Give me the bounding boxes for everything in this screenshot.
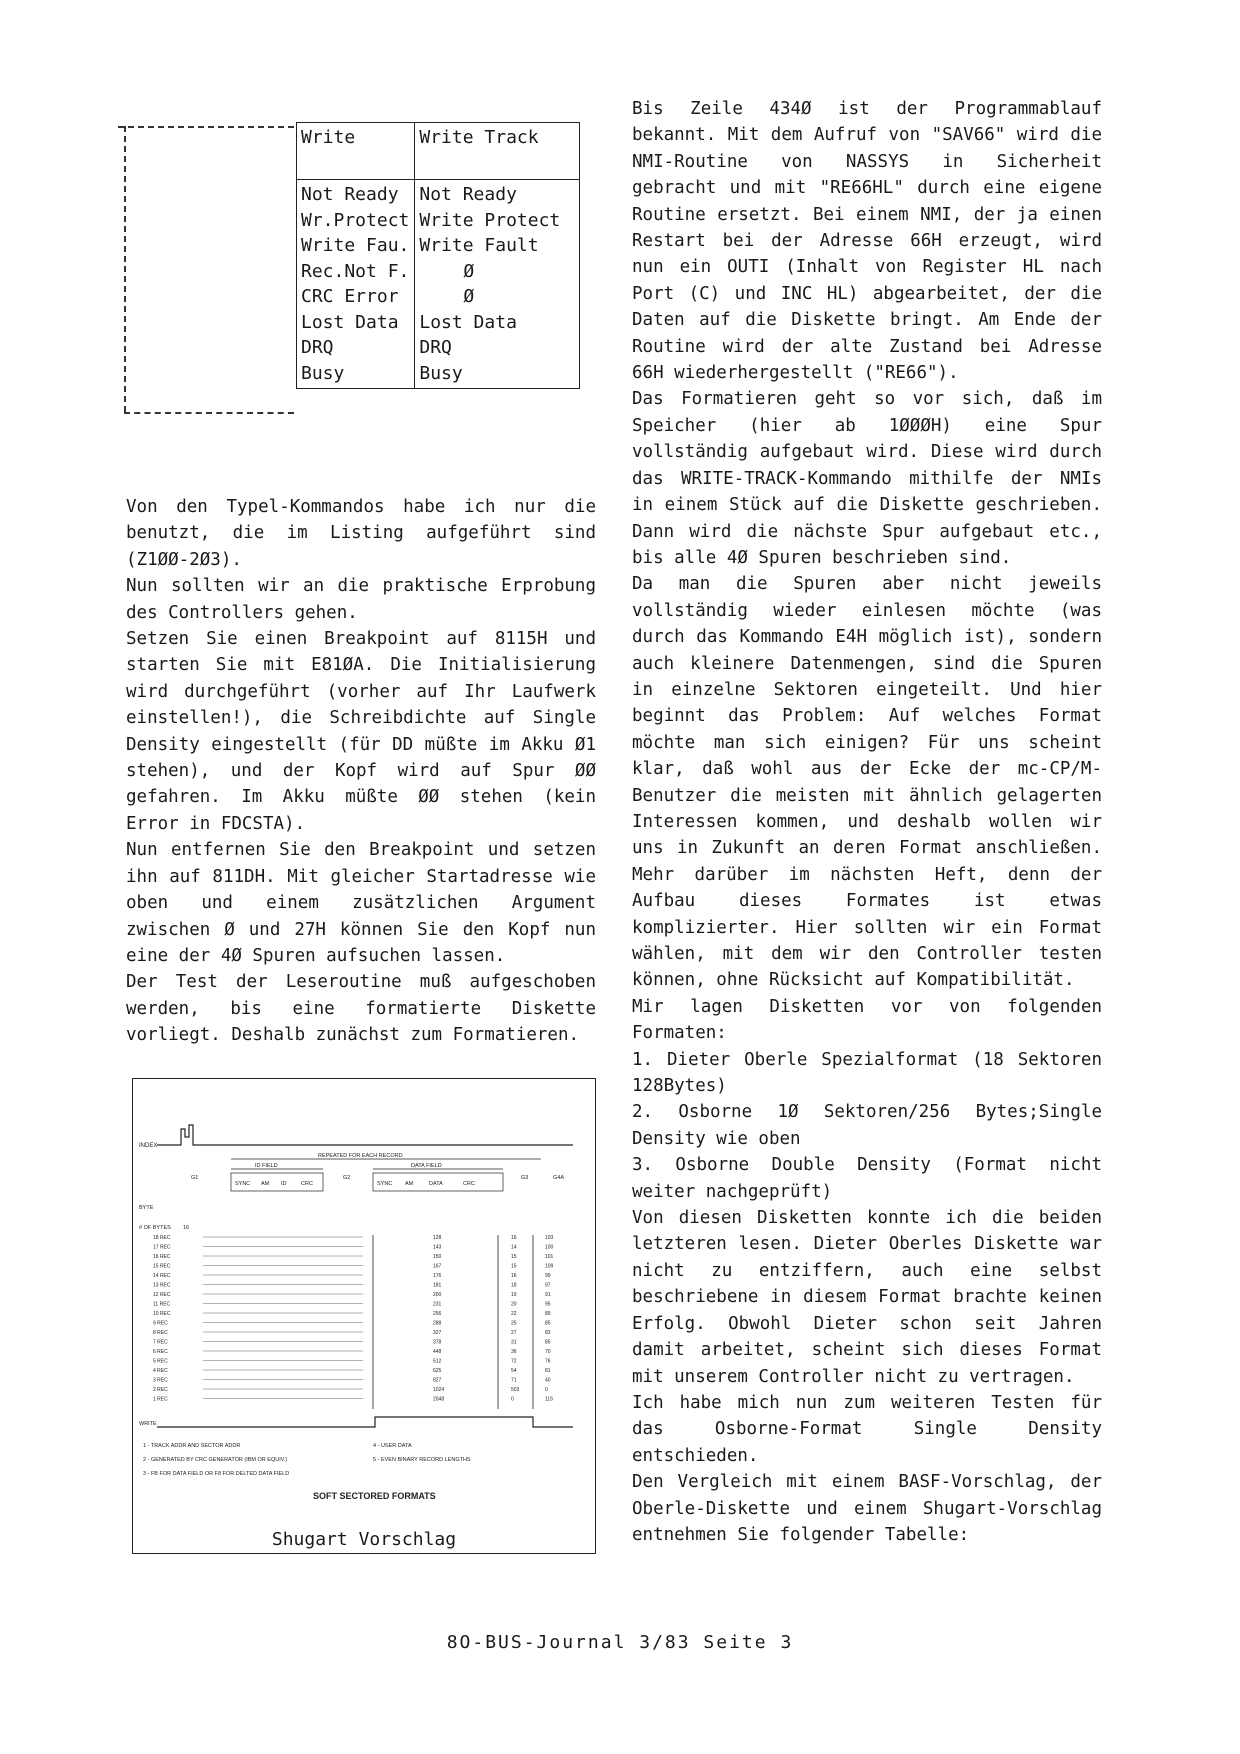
data-length-value: 448 [433, 1349, 442, 1355]
dashed-bracket-left [124, 126, 126, 412]
header-write-track: Write Track [415, 123, 580, 180]
index-pulse-line [157, 1125, 573, 1145]
id-sub-am: AM [261, 1181, 270, 1187]
data-length-value: 1024 [433, 1387, 445, 1393]
table-row [297, 180, 580, 389]
data-length-value: 143 [433, 1244, 442, 1251]
g3-value: 14 [511, 1244, 517, 1251]
paragraph: Setzen Sie einen Breakpoint auf 8115H und starten Sie mit E81ØA. Die Initialisierung wird durchgeführt (vorher auf Ihr Laufwerk einstellen!), die Schreibdichte auf Single Density eingestellt (für DD müßte im Akku Ø1 stehen), und der Kopf wird auf Spur ØØ gefahren. Im Akku müßte ØØ stehen (kein Error in FDCSTA). [126, 629, 596, 834]
g3-value: 503 [511, 1387, 520, 1393]
bytes-row-label: # OF BYTES [139, 1225, 171, 1231]
bytes-g1-value: 16 [183, 1225, 190, 1231]
data-length-value: 231 [433, 1301, 442, 1308]
data-length-value: 128 [433, 1235, 442, 1241]
g3-value: 72 [511, 1358, 517, 1365]
right-text-column [632, 96, 1102, 1548]
status-bit-write-track: Ø [463, 286, 475, 307]
status-bit-write-track: Not Ready [419, 184, 517, 205]
g3-value: 18 [511, 1282, 517, 1289]
g4a-value: 85 [545, 1320, 551, 1327]
id-field-label: ID FIELD [255, 1163, 278, 1169]
g4a-value: 95 [545, 1301, 551, 1308]
rec-label: 14 REC [153, 1273, 171, 1279]
g3-value: 54 [511, 1368, 517, 1374]
id-sub-sync: SYNC [235, 1181, 251, 1187]
g4a-value: 83 [545, 1330, 551, 1336]
g3-value: 20 [511, 1301, 517, 1308]
data-length-value: 256 [433, 1311, 442, 1317]
data-length-value: 327 [433, 1330, 442, 1336]
rec-label: 4 REC [153, 1368, 168, 1374]
data-length-value: 2048 [433, 1396, 445, 1403]
paragraph: Ich habe mich nun zum weiteren Testen für das Osborne-Format Single Density entschieden. [632, 1392, 1102, 1466]
g4a-value: 70 [545, 1349, 551, 1355]
g3-value: 16 [511, 1235, 517, 1241]
status-bit-write: Not Ready [301, 184, 399, 205]
gap-label-g1: G1 [191, 1175, 199, 1181]
data-length-value: 827 [433, 1377, 442, 1384]
rec-label: 2 REC [153, 1387, 168, 1393]
figure-caption: Shugart Vorschlag [271, 1529, 457, 1550]
g4a-value: 91 [545, 1292, 551, 1298]
data-length-value: 200 [433, 1292, 442, 1298]
data-sub-sync: SYNC [377, 1181, 393, 1187]
id-sub-id: ID [281, 1181, 287, 1187]
legend-item: 2 - GENERATED BY CRC GENERATOR (IBM OR EQUIV.) [143, 1457, 288, 1463]
write-label: WRITE [139, 1421, 157, 1427]
gap-label-g4a: G4A [553, 1175, 565, 1181]
list-item: 3. Osborne Double Density (Format nicht weiter nachgeprüft) [632, 1155, 1102, 1202]
paragraph: Da man die Spuren aber nicht jeweils vollständig wieder einlesen möchte (was durch das Kommando E4H möglich ist), sondern auch kleinere Datenmengen, sind die Spuren in einzelne Sektoren eingeteilt. Und hier beginnt das Problem: Auf welches Format möchte man sich einigen? Für uns scheint klar, daß wohl aus der Ecke der mc-CP/M-Benutzer die meisten mit ähnlich gelagerten Interessen kommen, und deshalb wollen wir uns in Zukunft an deren Format anschließen. Mehr darüber im nächsten Heft, denn der Aufbau dieses Formates ist etwas komplizierter. Hier sollten wir ein Format wählen, mit dem wir den Controller testen können, ohne Rücksicht auf Kompatibilität. [632, 574, 1102, 991]
status-bit-write: CRC Error [301, 286, 399, 307]
status-bit-write: Wr.Protect [301, 209, 410, 231]
paragraph: Von den Typel-Kommandos habe ich nur die benutzt, die im Listing aufgeführt sind (Z1ØØ-2Ø3). [126, 497, 596, 570]
status-bit-write-track: Busy [419, 362, 463, 384]
repeated-label: REPEATED FOR EACH RECORD [318, 1153, 403, 1159]
status-register-table [296, 122, 580, 389]
paragraph: Das Formatieren geht so vor sich, daß im Speicher (hier ab 1ØØØH) eine Spur vollständig aufgebaut wird. Diese wird durch das WRITE-TRACK-Kommando mithilfe der NMIs in einem Stück auf die Diskette geschrieben. Dann wird die nächste Spur aufgebaut etc., bis alle 4Ø Spuren beschrieben sind. [632, 389, 1102, 568]
g3-value: 36 [511, 1349, 517, 1355]
rec-label: 10 REC [153, 1311, 171, 1317]
left-text-column [126, 494, 596, 1049]
paragraph: Mir lagen Disketten vor von folgenden Formaten: [632, 996, 1102, 1044]
rec-label: 6 REC [153, 1349, 168, 1355]
paragraph: Bis Zeile 434Ø ist der Programmablauf bekannt. Mit dem Aufruf von "SAV66" wird die NMI-Routine von NASSYS in Sicherheit gebracht und mit "RE66HL" durch eine eigene Routine ersetzt. Bei einem NMI, der ja einen Restart bei der Adresse 66H erzeugt, wird nun ein OUTI (Inhalt von Register HL nach Port (C) und INC HL) abgearbeitet, der die Daten auf die Diskette bringt. Am Ende der Routine wird der alte Zustand bei Adresse 66H wiederhergestellt ("RE66"). [632, 99, 1102, 384]
rec-label: 5 REC [153, 1358, 168, 1365]
status-bit-write-track: Write Protect [419, 209, 561, 231]
rec-label: 11 REC [153, 1301, 171, 1308]
paragraph: Von diesen Disketten konnte ich die beiden letzteren lesen. Dieter Oberles Diskette war nicht zu entziffern, auch eine selbst beschriebene in diesem Format brachte keinen Erfolg. Obwohl Dieter schon seit Jahren damit arbeitet, scheint sich dieses Format mit unserem Controller nicht zu vertragen. [632, 1208, 1102, 1387]
g4a-value: 115 [545, 1396, 553, 1403]
g4a-value: 100 [545, 1244, 554, 1251]
g4a-value: 85 [545, 1339, 551, 1346]
status-bit-write-track: Ø [463, 260, 475, 282]
g3-value: 27 [511, 1330, 517, 1336]
dashed-bracket-top [118, 126, 294, 128]
rec-label: 8 REC [153, 1330, 168, 1336]
data-length-value: 181 [433, 1282, 442, 1289]
status-bit-write: DRQ [301, 337, 334, 358]
rec-label: 16 REC [153, 1254, 171, 1260]
g4a-value: 40 [545, 1377, 551, 1384]
status-bit-write-track: DRQ [419, 337, 452, 358]
data-sub-crc: CRC [463, 1181, 475, 1187]
table-header-row [297, 123, 580, 180]
g4a-value: 99 [545, 1273, 551, 1279]
g4a-value: 103 [545, 1235, 554, 1241]
list-item: 2. Osborne 1Ø Sektoren/256 Bytes;Single Density wie oben [632, 1102, 1102, 1149]
format-diagram [133, 1079, 595, 1525]
g4a-value: 89 [545, 1311, 551, 1317]
g3-value: 15 [511, 1263, 517, 1270]
g3-value: 19 [511, 1292, 517, 1298]
paragraph: Nun entfernen Sie den Breakpoint und setzen ihn auf 811DH. Mit gleicher Startadresse wie oben und einem zusätzlichen Argument zwischen Ø und 27H können Sie den Kopf nun eine der 4Ø Spuren aufsuchen lassen. [126, 840, 596, 966]
gap-label-g3: G3 [521, 1175, 529, 1181]
write-gate-line [157, 1417, 573, 1427]
figure-title: SOFT SECTORED FORMATS [313, 1491, 436, 1501]
soft-sectored-format-figure [132, 1078, 596, 1554]
g3-value: 31 [511, 1339, 517, 1346]
list-item: 1. Dieter Oberle Spezialformat (18 Sektoren 128Bytes) [632, 1049, 1102, 1097]
legend-item: 3 - FB FOR DATA FIELD OR F8 FOR DELTED DATA FIELD [143, 1471, 290, 1477]
index-label: INDEX [139, 1143, 158, 1149]
status-bit-write-track: Lost Data [419, 311, 517, 333]
g4a-value: 0 [545, 1387, 548, 1393]
rec-label: 9 REC [153, 1320, 168, 1327]
rec-label: 3 REC [153, 1377, 168, 1384]
status-bit-write-track: Write Fault [419, 235, 539, 256]
g3-value: 0 [511, 1396, 514, 1403]
status-bit-write: Busy [301, 362, 345, 384]
legend-item: 1 - TRACK ADDR AND SECTOR ADDR [143, 1443, 241, 1449]
data-length-value: 625 [433, 1368, 442, 1374]
data-sub-am: AM [405, 1181, 414, 1187]
rec-label: 17 REC [153, 1244, 171, 1251]
g3-value: 71 [511, 1377, 517, 1384]
rec-label: 12 REC [153, 1292, 171, 1298]
rec-label: 7 REC [153, 1339, 168, 1346]
data-field-label: DATA FIELD [411, 1163, 442, 1169]
paragraph: Den Vergleich mit einem BASF-Vorschlag, der Oberle-Diskette und einem Shugart-Vorschlag entnehmen Sie folgender Tabelle: [632, 1472, 1102, 1545]
status-bit-write: Rec.Not F. [301, 260, 410, 282]
gap-label-g2: G2 [343, 1175, 351, 1181]
legend-item: 4 - USER DATA [373, 1443, 412, 1449]
g3-value: 15 [511, 1254, 517, 1260]
byte-row-label: BYTE [139, 1205, 154, 1211]
page-footer: 8O-BUS-Journal 3/83 Seite 3 [446, 1632, 794, 1653]
data-length-value: 288 [433, 1320, 442, 1327]
data-length-value: 150 [433, 1254, 442, 1260]
g4a-value: 97 [545, 1282, 551, 1289]
g4a-value: 81 [545, 1368, 551, 1374]
data-sub-data: DATA [429, 1181, 443, 1187]
dashed-bracket-bottom [124, 412, 294, 414]
rec-label: 1 REC [153, 1396, 168, 1403]
record-rows [153, 1235, 554, 1403]
status-bit-write: Lost Data [301, 311, 399, 333]
id-sub-crc: CRC [301, 1181, 313, 1187]
data-length-value: 167 [433, 1263, 442, 1270]
rec-label: 13 REC [153, 1282, 171, 1289]
status-bit-write: Write Fau. [301, 235, 410, 256]
paragraph: Der Test der Leseroutine muß aufgeschoben werden, bis eine formatierte Diskette vorliegt. Deshalb zunächst zum Formatieren. [126, 972, 596, 1046]
g3-value: 16 [511, 1273, 517, 1279]
g3-value: 25 [511, 1320, 517, 1327]
status-register-table-block [118, 120, 593, 420]
g4a-value: 109 [545, 1263, 554, 1270]
rec-label: 15 REC [153, 1263, 171, 1270]
g3-value: 22 [511, 1311, 517, 1317]
data-length-value: 378 [433, 1339, 442, 1346]
rec-label: 18 REC [153, 1235, 171, 1241]
data-length-value: 512 [433, 1358, 442, 1365]
legend-item: 5 - EVEN BINARY RECORD LENGTHS [373, 1457, 471, 1463]
data-length-value: 176 [433, 1273, 442, 1279]
header-write: Write [297, 123, 415, 180]
paragraph: Nun sollten wir an die praktische Erprobung des Controllers gehen. [126, 576, 596, 623]
g4a-value: 101 [545, 1254, 554, 1260]
g4a-value: 76 [545, 1358, 551, 1365]
